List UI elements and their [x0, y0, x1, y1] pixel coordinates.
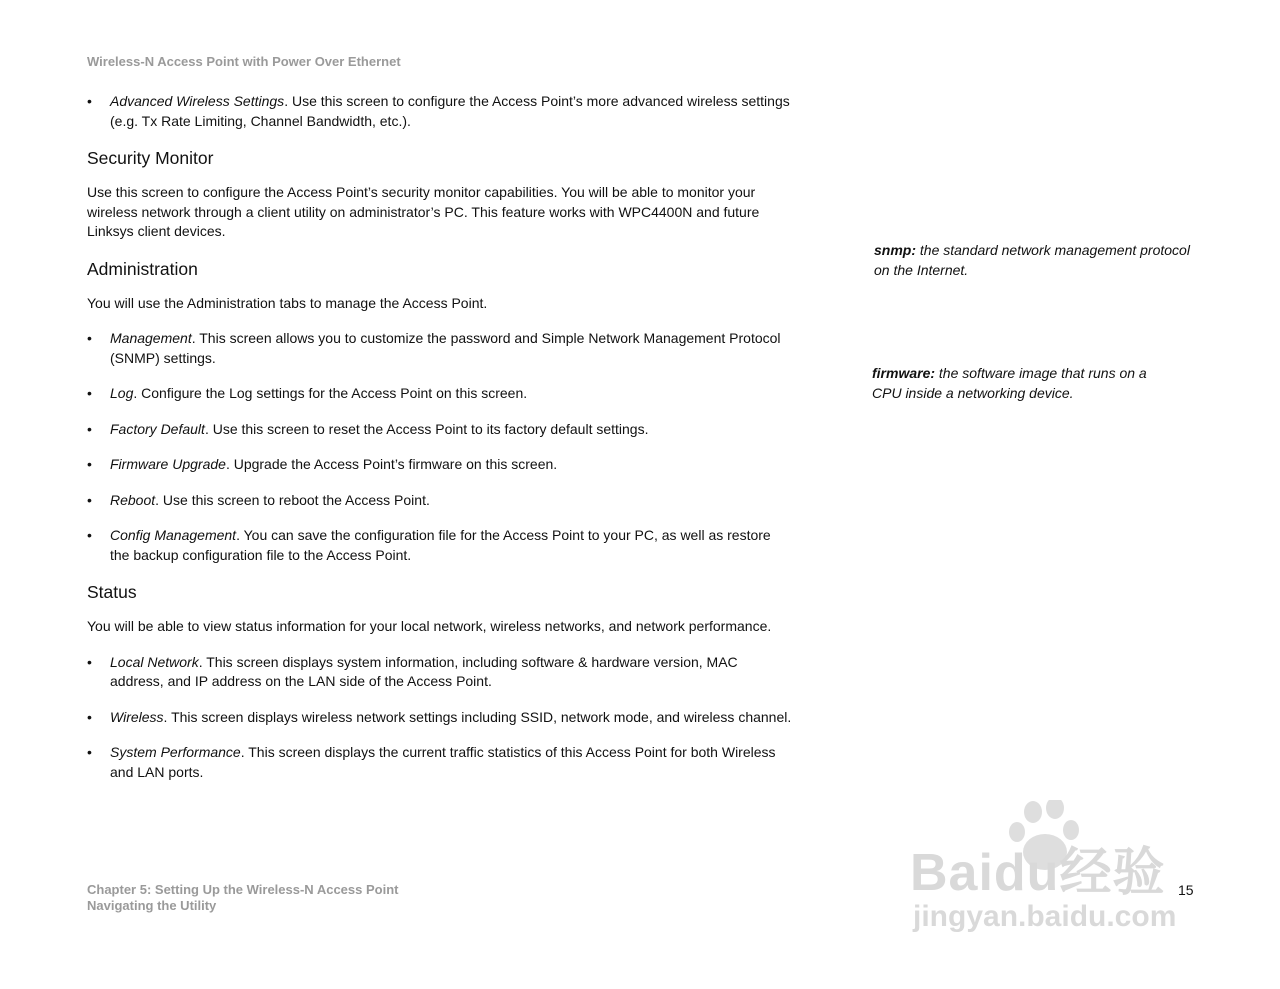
bullet-icon: •	[87, 456, 92, 472]
bullet-icon: •	[87, 385, 92, 401]
bullet-wireless	[87, 708, 792, 728]
sidenote-text: the standard network management protocol on the Internet.	[874, 242, 1190, 278]
sidenote-snmp	[874, 241, 1204, 280]
bullet-term: Firmware Upgrade	[110, 456, 226, 472]
bullet-term: Local Network	[110, 653, 199, 670]
bullet-icon: •	[87, 330, 92, 346]
bullet-term: Factory Default	[110, 420, 205, 437]
page-number: 15	[1178, 882, 1194, 898]
bullet-icon: •	[87, 708, 92, 725]
sidenote-term: firmware:	[872, 365, 936, 381]
bullet-icon: •	[87, 653, 92, 670]
bullet-log	[87, 384, 792, 404]
bullet-text: . This screen displays the current traffic statistics of this Access Point for both Wireless and LAN ports.	[110, 744, 776, 780]
bullet-text: . Use this screen to reset the Access Point to its factory default settings.	[204, 420, 649, 437]
bullet-reboot	[87, 491, 792, 511]
bullet-term: Config Management	[110, 527, 237, 543]
bullet-term: Wireless	[110, 708, 164, 725]
bullet-term: Reboot	[110, 491, 156, 508]
footer-chapter: Chapter 5: Setting Up the Wireless-N Access Point	[87, 882, 399, 897]
bullet-icon: •	[87, 491, 92, 508]
bullet-term: System Performance	[110, 744, 241, 760]
bullet-text: . Upgrade the Access Point’s firmware on this screen.	[225, 456, 558, 472]
running-header: Wireless-N Access Point with Power Over Ethernet	[87, 54, 401, 69]
heading-security-monitor: Security Monitor	[87, 148, 214, 168]
administration-body: You will use the Administration tabs to manage the Access Point.	[87, 294, 488, 311]
status-body: You will be able to view status information for your local network, wireless networks, and network performance.	[87, 618, 772, 634]
security-monitor-body: Use this screen to configure the Access Point’s security monitor capabilities. You will be able to monitor your wireless network through a client utility on administrator’s PC. This feature works with WPC4400N and future Linksys client devices.	[87, 184, 760, 239]
bullet-factory-default	[87, 420, 792, 440]
bullet-local-network	[87, 653, 792, 692]
bullet-management	[87, 329, 792, 368]
bullet-firmware-upgrade	[87, 455, 792, 475]
bullet-icon: •	[87, 420, 92, 437]
bullet-text: . Use this screen to configure the Access Point’s more advanced wireless settings (e.g. Tx Rate Limiting, Channel Bandwidth, etc.).	[110, 93, 790, 129]
sidenote-firmware	[872, 364, 1162, 403]
bullet-text: . This screen displays system information, including software & hardware version, MAC address, and IP address on the LAN side of the Access Point.	[110, 653, 738, 689]
heading-administration: Administration	[87, 258, 198, 279]
bullet-text: . This screen allows you to customize the password and Simple Network Management Protocol (SNMP) settings.	[110, 330, 781, 366]
bullet-term: Management	[110, 330, 192, 346]
bullet-text: . Configure the Log settings for the Access Point on this screen.	[133, 385, 528, 401]
bullet-text: . Use this screen to reboot the Access Point.	[155, 491, 430, 508]
watermark-brand: Baidu经验	[910, 844, 1166, 902]
bullet-term: Log	[110, 385, 134, 401]
sidenote-term: snmp:	[874, 242, 916, 258]
bullet-icon: •	[87, 93, 92, 109]
baidu-watermark	[905, 800, 1205, 940]
bullet-text: . You can save the configuration file for the Access Point to your PC, as well as restore the backup configuration file to the Access Point.	[110, 527, 771, 563]
bullet-icon: •	[87, 527, 92, 543]
bullet-system-performance	[87, 743, 792, 782]
bullet-config-management	[87, 526, 792, 565]
main-content	[87, 92, 792, 798]
footer-section: Navigating the Utility	[87, 898, 217, 913]
sidenote-text: the software image that runs on a CPU inside a networking device.	[872, 365, 1147, 401]
watermark-url: jingyan.baidu.com	[913, 900, 1177, 933]
bullet-advanced-wireless-settings	[87, 92, 792, 131]
heading-status: Status	[87, 582, 137, 602]
bullet-term: Advanced Wireless Settings	[110, 93, 285, 109]
bullet-text: . This screen displays wireless network settings including SSID, network mode, and wireless channel.	[163, 708, 792, 725]
footer	[87, 882, 398, 914]
bullet-icon: •	[87, 744, 92, 760]
